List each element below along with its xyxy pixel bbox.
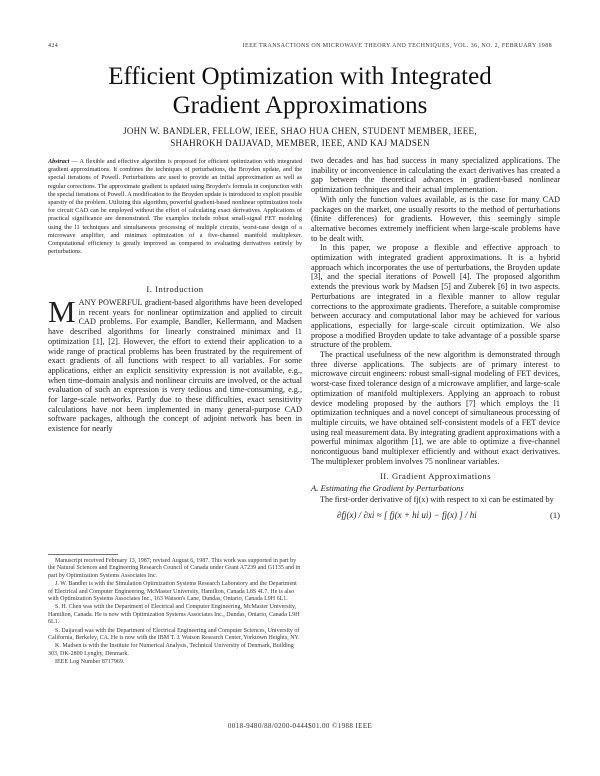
equation-row (311, 507, 560, 527)
section-1-heading: I. Introduction (146, 284, 204, 294)
subsection-heading: A. Estimating the Gradient by Perturbations (311, 483, 464, 494)
footnote-chen: S. H. Chen was with the Department of Electrical and Computer Engineering, McMaster University, Hamilton, Canada. He is now with Optimization Systems Associates Inc., Dundas, Ontario, Canada L9H 6L1. (48, 604, 300, 626)
footnote-rule (48, 554, 118, 555)
footnote-log-number: IEEE Log Number 8717969. (55, 659, 125, 666)
page-number: 424 (48, 43, 59, 49)
abstract-text: — A flexible and effective algorithm is proposed for efficient optimization with integrated gradient approximations. It combines the techniques of perturbations, the Broyden update, and the special iterations of Powell. Perturbations are used to provide an initial approximation as well as regular corrections. The approximate gradient is updated using Broyden's formula in conjunction with the special iterations of Powell. A modification to the Broyden update is introduced to exploit possible sparsity of the problem. Utilizing this algorithm, powerful gradient-based nonlinear optimization tools for circuit CAD can be employed without the effort of calculating exact derivatives. Applications of practical significance are demonstrated. The examples include robust small-signal FET modeling using the l1 techniques and simultaneous processing of multiple circuits, worst-case design of a microwave amplifier, and minimax optimization of a five-channel manifold multiplexer. Computational efficiency is greatly improved as compared to evaluating derivatives entirely by perturbations. (48, 158, 302, 256)
paper-title-line-1: Efficient Optimization with Integrated (108, 63, 492, 90)
footnote-received: Manuscript received February 13, 1987; revised August 6, 1987. This work was supported in part by the Natural Sciences and Engineering Research Council of Canada under Grant A7239 and G1135 and in part by Optimization Systems Associates Inc. (48, 558, 301, 579)
intro-paragraph (48, 294, 302, 434)
equation-number: (1) (549, 509, 560, 520)
running-title: IEEE TRANSACTIONS ON MICROWAVE THEORY AND TECHNIQUES, VOL. 36, NO. 2, FEBRUARY 1988 (242, 43, 552, 49)
footnote-bandler: J. W. Bandler is with the Simulation Optimization Systems Research Laboratory and the Department of Electrical and Computer Engineering, McMaster University, Hamilton, Canada L8S 4L7. He is also with Optimization Systems Associates Inc., 163 Watson's Lane, Dundas, Ontario, Canada L9H 6L1. (48, 581, 297, 603)
equation-1: ∂fj(x) / ∂xi ≈ [ fj(x + hi ui) − fj(x) ] / hi (337, 509, 477, 520)
abstract-label: Abstract (48, 158, 70, 165)
author-line-2: SHAHROKH DAIJAVAD, MEMBER, IEEE, AND KAJ MADSEN (170, 138, 430, 148)
footnote-daijavad: S. Daijavad was with the Department of Electrical Engineering and Computer Sciences, University of California, Berkeley, CA. He is now with the IBM T. J. Watson Research Center, Yorktown Heights, NY. (48, 627, 300, 642)
drop-cap: M (48, 294, 76, 329)
footnote-madsen: K. Madsen is with the Institute for Numerical Analysis, Technical University of Denmark, Building 303, DK-2800 Lyngby, Denmark. (48, 643, 294, 657)
abstract (48, 158, 302, 256)
right-para-1: With only the function values available, as is the case for many CAD packages on the market, one usually resorts to the method of perturbations (finite differences) for gradients. However, this seemingly simple alternative becomes extremely inefficient when large-scale problems have to be dealt with. (311, 194, 560, 243)
right-para-2: In this paper, we propose a flexible and effective approach to optimization with integrated gradient approximations. It is a hybrid approach which incorporates the use of perturbations, the Broyden update [3], and the special iterations of Powell [4]. The proposed algorithm extends the previous work by Madsen [5] and Zuberek [6] in two aspects. Perturbations are integrated in a flexible manner to allow regular corrections to the approximate gradients. Therefore, a suitable compromise between accuracy and computational labor may be achieved for various applications, especially for large-scale circuit optimization. We also propose a modified Broyden update to take advantage of a possible sparse structure of the problem. (311, 243, 560, 350)
copyright-code: 0018-9480/88/0200-0444$01.00 ©1988 IEEE (227, 722, 373, 730)
right-para-3: The practical usefulness of the new algorithm is demonstrated through three diverse applications. The subjects are of primary interest to microwave circuit engineers: robust small-signal modeling of FET devices, worst-case fixed tolerance design of a microwave amplifier, and large-scale optimization of manifold multiplexers. Applying an approach to robust device modeling proposed by the authors [7] which employs the l1 optimization techniques and a novel concept of simultaneous processing of multiple circuits, we have obtained self-consistent models of a FET device using real measurement data. By integrating gradient approximations with a powerful minimax algorithm [1], we are able to optimize a five-channel noncontiguous band multiplexer efficiently and without exact derivatives. The multiplexer problem involves 75 nonlinear variables. (311, 350, 560, 466)
section-2-heading: II. Gradient Approximations (379, 470, 492, 481)
intro-text: ANY POWERFUL gradient-based algorithms have been developed in recent years for nonlinear optimization and applied to circuit CAD problems. For example, Bandler, Kellermann, and Madsen have described algorithms for linearly constrained minimax and l1 optimization [1], [2]. However, the effort to extend their application to a wide range of practical problems has been frustrated by the requirement of exact gradients of all functions with respect to all variables. For some applications, either an explicit sensitivity expression is not available, e.g., when time-domain analysis and nonlinear circuits are involved, or the actual evaluation of such an expression is very tedious and time-consuming, e.g., for large-scale networks. Partly due to these difficulties, exact sensitivity calculations have not been implemented in many general-purpose CAD software packages, although the concept of adjoint network has been in existence for nearly (48, 298, 302, 434)
right-para-4: The first-order derivative of fj(x) with respect to xi can be estimated by (320, 494, 554, 504)
paper-title-line-2: Gradient Approximations (172, 92, 428, 119)
right-column (311, 156, 560, 527)
right-para-0: two decades and has had success in many specialized applications. The inability or inconvenience in calculating the exact derivatives has created a gap between the theoretical advances in gradient-based nonlinear optimization techniques and their actual implementation. (311, 156, 560, 195)
author-line-1: JOHN W. BANDLER, FELLOW, IEEE, SHAO HUA CHEN, STUDENT MEMBER, IEEE, (123, 126, 477, 136)
footnotes (48, 558, 302, 668)
